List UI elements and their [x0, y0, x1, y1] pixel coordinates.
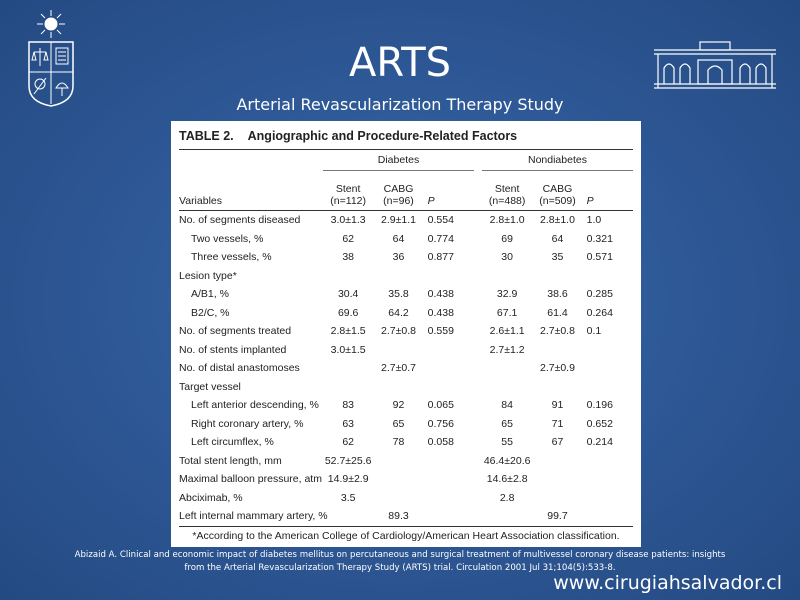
group-header-diabetes: Diabetes [323, 150, 474, 171]
column-header-diabetes-cabg: CABG (n=96) [383, 183, 414, 207]
table-cell [424, 378, 474, 397]
row-label: Left anterior descending, % [191, 399, 319, 412]
table-cell: 83 [342, 399, 354, 412]
table-cell: 71 [551, 417, 564, 430]
table-cell [323, 507, 373, 526]
citation-line-2: from the Arterial Revascularization Therapy Study (ARTS) trial. Circulation 2001 Jul 31;104(5):533-8. [184, 563, 616, 573]
slide-title: ARTS [348, 40, 452, 86]
table-row [179, 378, 633, 397]
column-header-nondiabetes-stent: Stent (n=488) [488, 183, 526, 207]
table-cell [583, 341, 633, 360]
table-cell: 64 [551, 232, 564, 245]
table-cell: 32.9 [496, 288, 518, 301]
table-cell: 14.6±2.8 [486, 473, 528, 486]
data-table-image [171, 121, 641, 547]
table-cell [482, 267, 532, 286]
column-header-variables: Variables [179, 195, 222, 207]
table-cell [373, 341, 423, 360]
table-cell: 64 [392, 232, 405, 245]
website-url: www.cirugiahsalvador.cl [553, 572, 782, 594]
table-cell: 35.8 [388, 288, 409, 301]
table-row [179, 285, 633, 304]
table-cell [323, 359, 373, 378]
table-cell: 2.8±1.0 [539, 214, 575, 227]
table-cell: 0.264 [586, 306, 613, 319]
table-cell [482, 378, 532, 397]
table-cell [424, 341, 474, 360]
table-cell [583, 507, 633, 526]
table-cell: 2.7±0.7 [381, 362, 416, 375]
table-cell: 3.5 [340, 491, 356, 504]
table-cell: 78 [392, 436, 405, 449]
row-label: Abciximab, % [179, 491, 243, 504]
row-label: No. of stents implanted [179, 343, 287, 356]
table-cell: 91 [551, 399, 564, 412]
table-footnote: *According to the American College of Cardiology/American Heart Association classification. [179, 526, 633, 545]
table-label: TABLE 2. [179, 129, 234, 143]
factors-table [179, 150, 633, 545]
table-row [179, 267, 633, 286]
group-header-nondiabetes: Nondiabetes [482, 150, 633, 171]
row-label: Target vessel [179, 380, 241, 393]
table-cell [424, 359, 474, 378]
row-label: Two vessels, % [191, 232, 264, 245]
table-cell: 55 [501, 436, 513, 449]
table-row [179, 230, 633, 249]
table-cell: 65 [392, 417, 405, 430]
table-cell [373, 470, 423, 489]
table-cell [532, 452, 582, 471]
table-cell: 99.7 [547, 510, 568, 523]
table-row [179, 415, 633, 434]
table-cell: 3.0±1.3 [330, 214, 366, 227]
row-label: No. of distal anastomoses [179, 362, 300, 375]
table-cell [373, 267, 423, 286]
table-cell: 0.554 [427, 214, 454, 227]
table-cell [482, 359, 532, 378]
table-cell: 0.438 [427, 306, 454, 319]
table-cell [323, 378, 373, 397]
table-cell [532, 470, 582, 489]
table-cell: 2.8 [499, 491, 515, 504]
table-caption-text: Angiographic and Procedure-Related Factors [247, 129, 518, 143]
table-row [179, 396, 633, 415]
table-cell: 67 [551, 436, 564, 449]
column-header-diabetes-p: P [427, 195, 435, 207]
table-cell [583, 378, 633, 397]
table-cell: 30 [501, 251, 513, 264]
table-cell: 0.214 [586, 436, 613, 449]
table-cell [373, 378, 423, 397]
table-cell: 2.8±1.0 [489, 214, 525, 227]
table-row [179, 452, 633, 471]
table-cell [424, 489, 474, 508]
table-cell: 38 [342, 251, 354, 264]
row-label: No. of segments diseased [179, 214, 301, 227]
column-header-diabetes-stent: Stent (n=112) [330, 183, 367, 207]
slide-subtitle: Arterial Revascularization Therapy Study [236, 95, 564, 114]
table-cell: 0.065 [427, 399, 454, 412]
table-cell: 62 [342, 436, 354, 449]
row-label: Maximal balloon pressure, atm [179, 473, 322, 486]
table-caption [179, 127, 633, 150]
table-cell: 92 [392, 399, 405, 412]
table-cell: 0.438 [427, 288, 454, 301]
table-row [179, 248, 633, 267]
table-cell: 2.8±1.5 [330, 325, 366, 338]
table-row [179, 341, 633, 360]
table-cell [583, 489, 633, 508]
table-cell: 3.0±1.5 [330, 343, 366, 356]
table-cell: 2.7±1.2 [489, 343, 525, 356]
table-cell: 63 [342, 417, 354, 430]
table-cell: 0.1 [586, 325, 602, 338]
table-row [179, 470, 633, 489]
table-cell [583, 452, 633, 471]
table-cell: 0.756 [427, 417, 454, 430]
table-cell: 67.1 [496, 306, 518, 319]
table-cell: 2.7±0.9 [539, 362, 575, 375]
table-cell: 0.571 [586, 251, 613, 264]
table-cell [583, 470, 633, 489]
table-cell: 2.9±1.1 [381, 214, 416, 227]
row-label: Lesion type* [179, 269, 237, 282]
column-header-nondiabetes-cabg: CABG (n=509) [539, 183, 576, 207]
table-cell [424, 507, 474, 526]
row-label: Left internal mammary artery, % [179, 510, 328, 523]
table-cell [424, 470, 474, 489]
table-cell: 62 [342, 232, 354, 245]
table-cell: 2.7±0.8 [539, 325, 575, 338]
row-label: Right coronary artery, % [191, 417, 304, 430]
table-cell [532, 378, 582, 397]
row-label: B2/C, % [191, 306, 230, 319]
row-label: Left circumflex, % [191, 436, 274, 449]
table-cell: 35 [551, 251, 564, 264]
table-row [179, 489, 633, 508]
table-cell [373, 452, 423, 471]
table-row [179, 359, 633, 378]
table-cell [532, 489, 582, 508]
table-cell: 64.2 [388, 306, 409, 319]
table-cell: 52.7±25.6 [324, 454, 372, 467]
table-cell [532, 267, 582, 286]
table-row [179, 322, 633, 341]
table-cell: 0.652 [586, 417, 613, 430]
table-cell [532, 341, 582, 360]
table-cell: 1.0 [586, 214, 602, 227]
table-cell: 38.6 [547, 288, 568, 301]
table-cell [323, 267, 373, 286]
table-cell: 0.877 [427, 251, 454, 264]
row-label: No. of segments treated [179, 325, 292, 338]
citation-line-1: Abizaid A. Clinical and economic impact of diabetes mellitus on percutaneous and surgical treatment of multivessel coronary disease patients: insights [74, 550, 726, 560]
table-cell: 30.4 [337, 288, 359, 301]
table-cell [583, 359, 633, 378]
table-cell [583, 267, 633, 286]
table-cell: 0.321 [586, 232, 613, 245]
table-cell: 0.559 [427, 325, 454, 338]
table-cell: 69 [501, 232, 513, 245]
row-label: A/B1, % [191, 288, 229, 301]
table-row [179, 507, 633, 526]
table-cell: 0.774 [427, 232, 454, 245]
row-label: Total stent length, mm [179, 454, 282, 467]
table-cell: 36 [392, 251, 405, 264]
table-cell: 14.9±2.9 [327, 473, 369, 486]
table-row [179, 304, 633, 323]
table-cell: 0.285 [586, 288, 613, 301]
table-row [179, 433, 633, 452]
table-cell: 69.6 [337, 306, 359, 319]
table-cell: 0.058 [427, 436, 454, 449]
table-cell: 46.4±20.6 [483, 454, 531, 467]
table-row [179, 211, 633, 230]
table-cell: 2.6±1.1 [489, 325, 525, 338]
table-cell [424, 267, 474, 286]
table-cell: 61.4 [547, 306, 568, 319]
row-label: Three vessels, % [191, 251, 272, 264]
column-header-nondiabetes-p: P [586, 195, 594, 207]
table-cell: 84 [501, 399, 513, 412]
table-cell: 0.196 [586, 399, 613, 412]
table-cell: 89.3 [388, 510, 409, 523]
table-cell [424, 452, 474, 471]
table-cell: 2.7±0.8 [381, 325, 416, 338]
table-cell: 65 [501, 417, 513, 430]
table-cell [373, 489, 423, 508]
table-cell [482, 507, 532, 526]
